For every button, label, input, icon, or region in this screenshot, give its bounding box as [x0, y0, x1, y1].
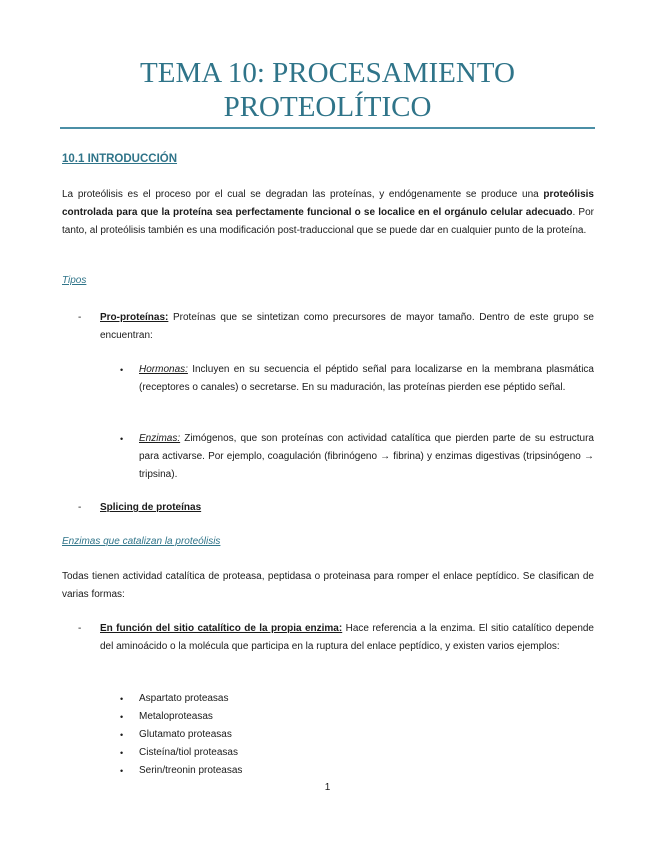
bullet-marker: • [120, 365, 124, 375]
item-splicing [62, 499, 594, 517]
example-text: Aspartato proteasas [139, 693, 229, 704]
example-text: Metaloproteasas [139, 711, 213, 722]
dash-marker: - [78, 502, 82, 513]
title-line-1: TEMA 10: PROCESAMIENTO [140, 57, 515, 89]
page-number: 1 [324, 782, 331, 793]
example-text: Serin/treonin proteasas [139, 765, 243, 776]
subheading-tipos: Tipos [62, 275, 87, 286]
bullet-marker: • [120, 712, 124, 722]
enzimas-label: Enzimas: [139, 433, 181, 444]
hormonas-text: Incluyen en su secuencia el péptido señal para localizarse en la membrana plasmática (receptores o canales) o secretarse. En su maduración, las proteínas pierden ese péptido señal. [139, 364, 594, 393]
item-hormonas [120, 361, 594, 397]
item-enzimas [120, 430, 594, 484]
list-item [120, 690, 242, 708]
splicing-label: Splicing de proteínas [100, 502, 202, 513]
sitio-text: Hace referencia a la enzima. El sitio catalítico depende del aminoácido o la molécula que participa en la ruptura del enlace peptídico, y existen varios ejemplos: [100, 623, 594, 652]
bullet-marker: • [120, 766, 124, 776]
protease-examples-list [120, 690, 242, 780]
subheading-enzimas: Enzimas que catalizan la proteólisis [62, 536, 221, 547]
bullet-marker: • [120, 434, 124, 444]
intro-text-1: La proteólisis es el proceso por el cual se degradan las proteínas, y endógenamente se produce una [62, 189, 544, 200]
title-line-2: PROTEOLÍTICO [223, 91, 432, 123]
list-item [120, 726, 242, 744]
list-item [120, 762, 242, 780]
dash-marker: - [78, 623, 82, 634]
sitio-label: En función del sitio catalítico de la propia enzima: [100, 623, 343, 634]
example-text: Glutamato proteasas [139, 729, 232, 740]
list-item [120, 708, 242, 726]
dash-marker: - [78, 312, 82, 323]
item-proproteinas [62, 309, 594, 345]
bullet-marker: • [120, 694, 124, 704]
list-item [120, 744, 242, 762]
document-title [60, 56, 595, 124]
example-text: Cisteína/tiol proteasas [139, 747, 238, 758]
intro-bold: proteólisis controlada para que la proteína sea perfectamente funcional o se localice en el orgánulo celular adecuado [62, 189, 594, 218]
title-rule [60, 127, 595, 129]
item-sitio-catalitico [62, 620, 594, 656]
intro-text-2: . Por tanto, al proteólisis también es una modificación post-traduccional que se puede dar en cualquier punto de la proteína. [62, 207, 594, 236]
proproteinas-label: Pro-proteínas: [100, 312, 169, 323]
enzimas-paragraph: Todas tienen actividad catalítica de proteasa, peptidasa o proteinasa para romper el enlace peptídico. Se clasifican de varias formas: [62, 571, 594, 600]
hormonas-label: Hormonas: [139, 364, 188, 375]
proproteinas-text: Proteínas que se sintetizan como precursores de mayor tamaño. Dentro de este grupo se encuentran: [100, 312, 594, 341]
section-heading: 10.1 INTRODUCCIÓN [62, 153, 178, 165]
enzimas-text: Zimógenos, que son proteínas con actividad catalítica que pierden parte de su estructura para activarse. Por ejemplo, coagulación (fibrinógeno → fibrina) y enzimas digestivas (tripsinógeno → tripsina). [139, 433, 594, 480]
bullet-marker: • [120, 748, 124, 758]
intro-paragraph [62, 186, 594, 240]
bullet-marker: • [120, 730, 124, 740]
